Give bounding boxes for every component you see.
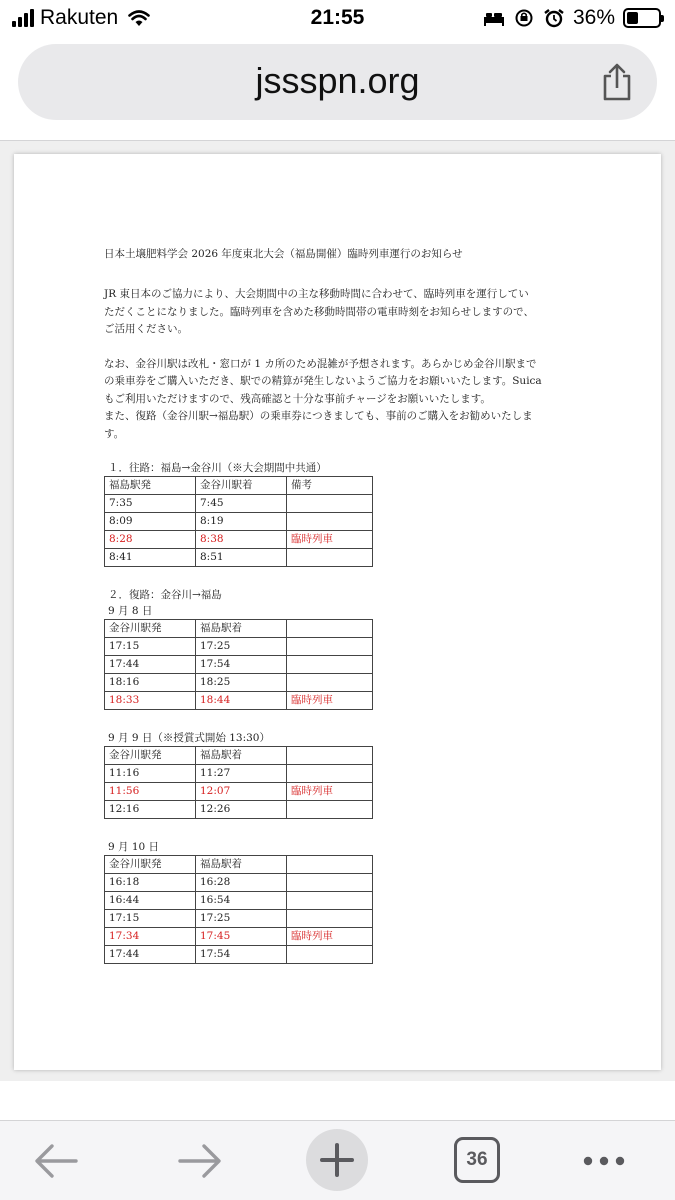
- plus-icon: [306, 1129, 368, 1191]
- departure-cell: 18:16: [105, 674, 196, 692]
- table-row: [105, 874, 373, 892]
- table-header-row: [105, 856, 373, 874]
- battery-percentage: 36%: [572, 6, 615, 29]
- table-row: [105, 638, 373, 656]
- departure-cell: 7:35: [105, 495, 196, 513]
- table-row: [105, 892, 373, 910]
- arrival-cell: 18:44: [196, 692, 287, 710]
- header-cell: 福島駅着: [196, 620, 287, 638]
- return-timetable-sep10: [104, 855, 373, 964]
- table-row-special: [105, 783, 373, 801]
- table-row: [105, 910, 373, 928]
- remark-cell: 臨時列車: [287, 783, 373, 801]
- share-icon[interactable]: [599, 62, 635, 102]
- header-cell: [287, 747, 373, 765]
- departure-cell: 11:56: [105, 783, 196, 801]
- departure-cell: 11:16: [105, 765, 196, 783]
- table-row-special: [105, 531, 373, 549]
- table-row: [105, 495, 373, 513]
- departure-cell: 17:15: [105, 910, 196, 928]
- remark-cell: [287, 638, 373, 656]
- header-cell: 福島駅着: [196, 747, 287, 765]
- notice-paragraph: [104, 356, 594, 444]
- header-cell: [287, 620, 373, 638]
- header-cell: 備考: [287, 477, 373, 495]
- paragraph-text: JR 東日本のご協力により、大会期間中の主な移動時間に合わせて、臨時列車を運行してい ただくことになりました。臨時列車を含めた移動時間帯の電車時刻をお知らせしますので、 ご活用ください。: [104, 288, 534, 335]
- day-heading-sep9: 9 月 9 日（※授賞式開始 13:30）: [108, 732, 270, 744]
- remark-cell: 臨時列車: [287, 531, 373, 549]
- return-timetable-sep9: [104, 746, 373, 819]
- ellipsis-icon[interactable]: [580, 1131, 628, 1191]
- arrival-cell: 16:54: [196, 892, 287, 910]
- departure-cell: 18:33: [105, 692, 196, 710]
- departure-cell: 17:44: [105, 656, 196, 674]
- outbound-timetable: [104, 476, 373, 567]
- departure-cell: 17:44: [105, 946, 196, 964]
- address-bar[interactable]: [18, 44, 657, 120]
- alarm-icon: [543, 8, 565, 28]
- arrival-cell: 17:45: [196, 928, 287, 946]
- remark-cell: [287, 874, 373, 892]
- arrival-cell: 11:27: [196, 765, 287, 783]
- remark-cell: [287, 513, 373, 531]
- remark-cell: 臨時列車: [287, 692, 373, 710]
- document-body: [104, 246, 594, 984]
- table-row: [105, 674, 373, 692]
- header-cell: 福島駅着: [196, 856, 287, 874]
- remark-cell: [287, 892, 373, 910]
- departure-cell: 17:15: [105, 638, 196, 656]
- arrival-cell: 12:07: [196, 783, 287, 801]
- remark-cell: [287, 946, 373, 964]
- arrival-cell: 12:26: [196, 801, 287, 819]
- bottom-toolbar: [0, 1120, 675, 1200]
- remark-cell: [287, 495, 373, 513]
- section2-heading: ２．復路：金谷川→福島: [108, 589, 222, 601]
- departure-cell: 16:18: [105, 874, 196, 892]
- url-text[interactable]: jssspn.org: [255, 60, 420, 101]
- header-cell: 金谷川駅発: [105, 856, 196, 874]
- remark-cell: [287, 549, 373, 567]
- remark-cell: [287, 801, 373, 819]
- battery-icon: [623, 8, 661, 28]
- table-header-row: [105, 620, 373, 638]
- pdf-page: [14, 154, 661, 1070]
- paragraph-text: なお、金谷川駅は改札・窓口が 1 カ所のため混雑が予想されます。あらかじめ金谷川駅まで の乗車券をご購入いただき、駅での精算が発生しないようご協力をお願いいたします。Suica もご利用いただけますので、残高確認と十分な事前チャージをお願いいたします。 また、復路（金谷川駅→福島駅）の乗車券につきましても、事前のご購入をお勧めいたしま す。: [104, 357, 542, 440]
- departure-cell: 8:09: [105, 513, 196, 531]
- arrival-cell: 8:19: [196, 513, 287, 531]
- arrival-cell: 7:45: [196, 495, 287, 513]
- departure-cell: 17:34: [105, 928, 196, 946]
- intro-paragraph: [104, 286, 594, 339]
- arrival-cell: 18:25: [196, 674, 287, 692]
- arrival-cell: 17:25: [196, 910, 287, 928]
- table-row: [105, 946, 373, 964]
- departure-cell: 8:28: [105, 531, 196, 549]
- header-cell: 金谷川駅発: [105, 747, 196, 765]
- battery-level-fill: [627, 12, 638, 24]
- table-row: [105, 656, 373, 674]
- bed-icon: [483, 8, 505, 28]
- remark-cell: [287, 674, 373, 692]
- return-timetable-sep8: [104, 619, 373, 710]
- arrival-cell: 17:54: [196, 656, 287, 674]
- day-heading-sep8: 9 月 8 日: [108, 605, 153, 617]
- carrier-name: Rakuten: [40, 6, 119, 29]
- arrival-cell: 17:25: [196, 638, 287, 656]
- departure-cell: 8:41: [105, 549, 196, 567]
- section1-heading: １．往路：福島→金谷川（※大会期間中共通）: [108, 462, 327, 474]
- table-row-special: [105, 692, 373, 710]
- header-cell: 福島駅発: [105, 477, 196, 495]
- table-header-row: [105, 747, 373, 765]
- day-heading-sep10: 9 月 10 日: [108, 841, 160, 853]
- table-header-row: [105, 477, 373, 495]
- departure-cell: 16:44: [105, 892, 196, 910]
- table-row: [105, 801, 373, 819]
- table-row: [105, 549, 373, 567]
- remark-cell: 臨時列車: [287, 928, 373, 946]
- document-title: 日本土壌肥料学会 2026 年度東北大会（福島開催）臨時列車運行のお知らせ: [104, 248, 463, 260]
- arrow-right-icon[interactable]: [172, 1131, 226, 1191]
- table-row-special: [105, 928, 373, 946]
- arrival-cell: 8:38: [196, 531, 287, 549]
- header-cell: 金谷川駅着: [196, 477, 287, 495]
- arrival-cell: 8:51: [196, 549, 287, 567]
- departure-cell: 12:16: [105, 801, 196, 819]
- status-bar: [0, 0, 675, 38]
- table-row: [105, 765, 373, 783]
- new-tab-button[interactable]: [306, 1129, 368, 1191]
- status-right: [483, 6, 661, 30]
- table-row: [105, 513, 373, 531]
- header-cell: [287, 856, 373, 874]
- remark-cell: [287, 765, 373, 783]
- tab-count-button[interactable]: 36: [454, 1137, 500, 1183]
- arrival-cell: 17:54: [196, 946, 287, 964]
- arrival-cell: 16:28: [196, 874, 287, 892]
- orientation-lock-icon: [513, 8, 535, 28]
- clock: 21:55: [310, 6, 365, 29]
- header-cell: 金谷川駅発: [105, 620, 196, 638]
- arrow-left-icon[interactable]: [30, 1131, 84, 1191]
- remark-cell: [287, 910, 373, 928]
- remark-cell: [287, 656, 373, 674]
